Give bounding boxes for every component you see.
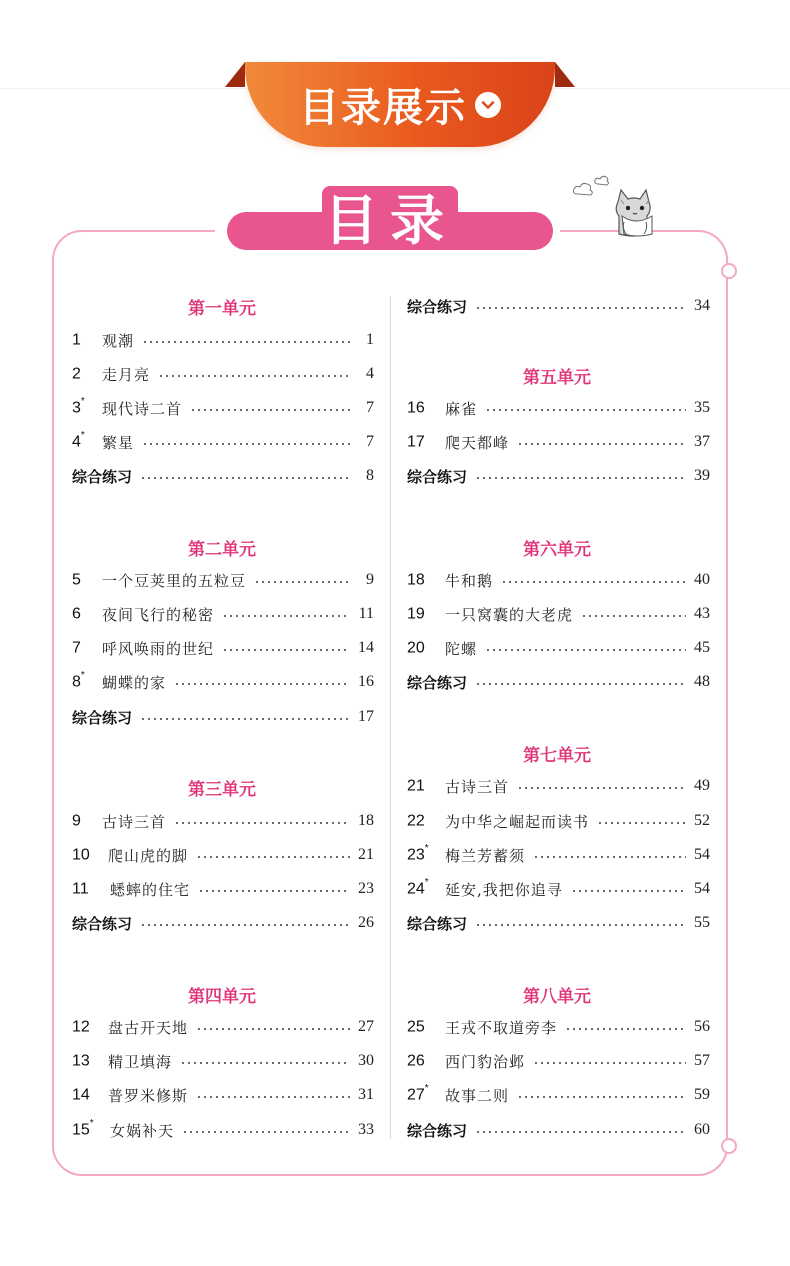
lesson-title: 陀螺	[445, 639, 478, 658]
leader-dots	[475, 1131, 686, 1133]
page-number: 26	[358, 914, 374, 931]
toc-row-summary[interactable]	[407, 910, 710, 936]
page-number: 17	[358, 708, 374, 725]
toc-row-summary[interactable]	[72, 910, 374, 936]
lesson-number: 20	[407, 639, 425, 657]
toc-row[interactable]	[72, 808, 374, 834]
lesson-title: 古诗三首	[102, 812, 167, 831]
page-number: 35	[694, 399, 710, 416]
leader-dots	[571, 890, 686, 892]
toc-row[interactable]	[72, 876, 374, 902]
toc-row[interactable]	[407, 876, 710, 902]
lesson-title: 蟋蟀的住宅	[110, 880, 191, 899]
toc-row-summary[interactable]	[407, 293, 710, 319]
page-number: 54	[694, 880, 710, 897]
lesson-number: 23*	[407, 843, 429, 864]
toc-row[interactable]	[407, 808, 710, 834]
lesson-title: 盘古开天地	[108, 1018, 189, 1037]
lesson-title: 延安,我把你追寻	[445, 880, 563, 899]
leader-dots	[180, 1062, 350, 1064]
page-title: 目录	[324, 189, 456, 252]
leader-dots	[174, 683, 350, 685]
toc-row[interactable]	[72, 669, 374, 695]
page-number: 30	[358, 1052, 374, 1069]
page-number: 31	[358, 1086, 374, 1103]
page-number: 18	[358, 812, 374, 829]
lesson-number: 15*	[72, 1118, 94, 1139]
leader-dots	[485, 649, 686, 651]
lesson-title: 爬天都峰	[445, 433, 510, 452]
toc-row[interactable]	[407, 395, 710, 421]
toc-row[interactable]	[407, 842, 710, 868]
lesson-title: 精卫填海	[108, 1052, 173, 1071]
page-number: 33	[358, 1121, 374, 1138]
lesson-title: 爬山虎的脚	[108, 846, 189, 865]
leader-dots	[196, 856, 350, 858]
leader-dots	[174, 822, 350, 824]
leader-dots	[182, 1131, 350, 1133]
page-number: 54	[694, 846, 710, 863]
unit-title-3: 第三单元	[188, 780, 256, 800]
lesson-number: 26	[407, 1052, 425, 1070]
lesson-title: 西门豹治邺	[445, 1052, 526, 1071]
lesson-number: 5	[72, 571, 81, 589]
page-number: 39	[694, 467, 710, 484]
lesson-number: 16	[407, 399, 425, 417]
toc-row-summary[interactable]	[72, 463, 374, 489]
leader-dots	[196, 1096, 350, 1098]
page-number: 16	[358, 673, 374, 690]
leader-dots	[158, 375, 350, 377]
lesson-number: 9	[72, 812, 81, 830]
toc-row[interactable]	[72, 327, 374, 353]
toc-row[interactable]	[407, 1014, 710, 1040]
leader-dots	[475, 924, 686, 926]
lesson-number: 10	[72, 846, 90, 864]
leader-dots	[565, 1028, 686, 1030]
column-divider	[390, 296, 391, 1139]
lesson-title: 走月亮	[102, 365, 151, 384]
leader-dots	[222, 649, 350, 651]
banner-fold-right	[555, 62, 575, 87]
lesson-title: 综合练习	[72, 914, 133, 933]
page-number: 8	[366, 467, 374, 484]
toc-row[interactable]	[72, 635, 374, 661]
frame-dot-bottom	[721, 1138, 737, 1154]
lesson-number: 17	[407, 433, 425, 451]
leader-dots	[475, 683, 686, 685]
leader-dots	[581, 615, 686, 617]
lesson-title: 蝴蝶的家	[102, 673, 167, 692]
page-number: 23	[358, 880, 374, 897]
leader-dots	[597, 822, 686, 824]
toc-row-summary[interactable]	[407, 463, 710, 489]
lesson-number: 6	[72, 605, 81, 623]
unit-title-7: 第七单元	[523, 746, 591, 766]
toc-row[interactable]	[72, 601, 374, 627]
leader-dots	[140, 924, 350, 926]
lesson-number: 19	[407, 605, 425, 623]
page-number: 11	[358, 605, 374, 622]
toc-row[interactable]	[72, 395, 374, 421]
lesson-title: 现代诗二首	[102, 399, 183, 418]
unit-title-2: 第二单元	[188, 540, 256, 560]
toc-row-summary[interactable]	[72, 704, 374, 730]
toc-row[interactable]	[72, 842, 374, 868]
page-number: 7	[366, 399, 374, 416]
leader-dots	[222, 615, 350, 617]
lesson-number: 24*	[407, 877, 429, 898]
leader-dots	[190, 409, 350, 411]
leader-dots	[140, 477, 350, 479]
unit-title-8: 第八单元	[523, 987, 591, 1007]
page-number: 59	[694, 1086, 710, 1103]
leader-dots	[533, 856, 686, 858]
lesson-title: 古诗三首	[445, 777, 510, 796]
banner-body	[245, 62, 555, 147]
lesson-number: 12	[72, 1018, 90, 1036]
lesson-number: 13	[72, 1052, 90, 1070]
lesson-number: 2	[72, 365, 81, 383]
lesson-title: 综合练习	[407, 1121, 468, 1140]
toc-row[interactable]	[72, 1117, 374, 1143]
lesson-title: 综合练习	[407, 467, 468, 486]
leader-dots	[517, 787, 686, 789]
page-number: 21	[358, 846, 374, 863]
page-number: 45	[694, 639, 710, 656]
lesson-title: 观潮	[102, 331, 135, 350]
toc-row[interactable]	[72, 567, 374, 593]
lesson-title: 综合练习	[72, 708, 133, 727]
lesson-title: 一个豆荚里的五粒豆	[102, 571, 247, 590]
cat-illustration-icon	[572, 172, 656, 242]
toc-row[interactable]	[407, 601, 710, 627]
lesson-title: 故事二则	[445, 1086, 510, 1105]
lesson-number: 18	[407, 571, 425, 589]
lesson-number: 21	[407, 777, 425, 795]
unit-title-1: 第一单元	[188, 299, 256, 319]
leader-dots	[475, 307, 686, 309]
page-number: 9	[366, 571, 374, 588]
lesson-number: 25	[407, 1018, 425, 1036]
lesson-title: 麻雀	[445, 399, 478, 418]
page-number: 57	[694, 1052, 710, 1069]
page-number: 49	[694, 777, 710, 794]
unit-title-6: 第六单元	[523, 540, 591, 560]
lesson-title: 牛和鹅	[445, 571, 494, 590]
page-number: 52	[694, 812, 710, 829]
lesson-title: 普罗米修斯	[108, 1086, 189, 1105]
page-number: 60	[694, 1121, 710, 1138]
toc-row[interactable]	[407, 1048, 710, 1074]
leader-dots	[533, 1062, 686, 1064]
leader-dots	[517, 1096, 686, 1098]
leader-dots	[142, 341, 350, 343]
toc-row[interactable]	[407, 635, 710, 661]
page-number: 7	[366, 433, 374, 450]
lesson-number: 14	[72, 1086, 90, 1104]
leader-dots	[196, 1028, 350, 1030]
lesson-number: 8*	[72, 670, 85, 691]
leader-dots	[485, 409, 686, 411]
leader-dots	[140, 718, 350, 720]
page-number: 37	[694, 433, 710, 450]
toc-row[interactable]	[72, 1082, 374, 1108]
toc-row[interactable]	[407, 773, 710, 799]
lesson-title: 呼风唤雨的世纪	[102, 639, 215, 658]
page-number: 27	[358, 1018, 374, 1035]
page-number: 56	[694, 1018, 710, 1035]
lesson-number: 4*	[72, 430, 85, 451]
leader-dots	[517, 443, 686, 445]
unit-title-4: 第四单元	[188, 987, 256, 1007]
leader-dots	[501, 581, 686, 583]
banner-title: 目录展示	[299, 85, 467, 131]
page-number: 48	[694, 673, 710, 690]
leader-dots	[475, 477, 686, 479]
section-banner	[225, 62, 575, 152]
lesson-title: 综合练习	[407, 673, 468, 692]
toc-row[interactable]	[72, 361, 374, 387]
page-number: 1	[366, 331, 374, 348]
leader-dots	[142, 443, 350, 445]
lesson-title: 王戎不取道旁李	[445, 1018, 558, 1037]
lesson-title: 一只窝囊的大老虎	[445, 605, 574, 624]
toc-row[interactable]	[407, 567, 710, 593]
toc-row-summary[interactable]	[407, 669, 710, 695]
page-number: 43	[694, 605, 710, 622]
lesson-number: 7	[72, 639, 81, 657]
lesson-title: 综合练习	[72, 467, 133, 486]
toc-row-summary[interactable]	[407, 1117, 710, 1143]
lesson-number: 27*	[407, 1083, 429, 1104]
toc-row[interactable]	[72, 429, 374, 455]
toc-row[interactable]	[407, 429, 710, 455]
banner-fold-left	[225, 62, 245, 87]
lesson-title: 夜间飞行的秘密	[102, 605, 215, 624]
leader-dots	[198, 890, 350, 892]
toc-row[interactable]	[407, 1082, 710, 1108]
lesson-number: 22	[407, 812, 425, 830]
lesson-title: 为中华之崛起而读书	[445, 812, 590, 831]
page-number: 55	[694, 914, 710, 931]
lesson-number: 1	[72, 331, 81, 349]
page-number: 4	[366, 365, 374, 382]
toc-row[interactable]	[72, 1014, 374, 1040]
page-number: 40	[694, 571, 710, 588]
lesson-title: 繁星	[102, 433, 135, 452]
page-number: 14	[358, 639, 374, 656]
unit-title-5: 第五单元	[523, 368, 591, 388]
lesson-title: 女娲补天	[110, 1121, 175, 1140]
toc-row[interactable]	[72, 1048, 374, 1074]
leader-dots	[254, 581, 350, 583]
chevron-down-icon[interactable]	[475, 92, 501, 118]
lesson-title: 综合练习	[407, 297, 468, 316]
frame-dot-top	[721, 263, 737, 279]
lesson-number: 3*	[72, 396, 85, 417]
page-number: 34	[694, 297, 710, 314]
lesson-title: 综合练习	[407, 914, 468, 933]
lesson-number: 11	[72, 880, 89, 898]
lesson-title: 梅兰芳蓄须	[445, 846, 526, 865]
